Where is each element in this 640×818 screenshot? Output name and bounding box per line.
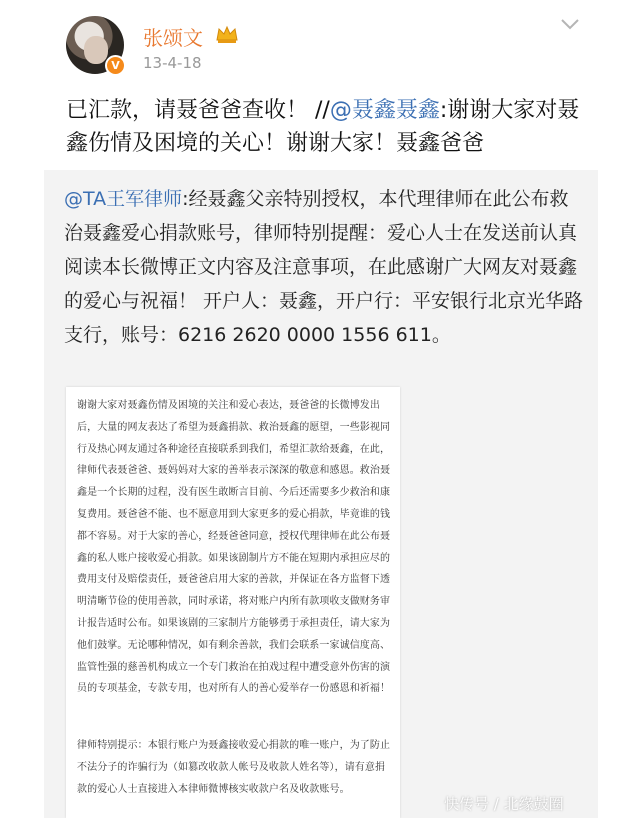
repost-body: :经聂鑫父亲特别授权，本代理律师在此公布救治聂鑫爱心捐款账号，律师特别提醒：爱心人士在发送前认真阅读本长微博正文内容及注意事项，在此感谢广大网友对聂鑫的爱心与祝福！ 开户人：聂鑫，开户行：平安银行北京光华路支行，账号：6216 2620 0000 1556 611。 bbox=[64, 188, 584, 346]
verified-badge-icon: V bbox=[105, 55, 126, 76]
post-header bbox=[0, 0, 640, 90]
crown-icon bbox=[215, 24, 239, 44]
chevron-down-icon[interactable] bbox=[560, 18, 580, 30]
repost-text bbox=[64, 182, 584, 352]
post-text-before: 已汇款，请聂爸爸查收！ // bbox=[66, 98, 330, 123]
avatar-face bbox=[84, 36, 108, 64]
post-text bbox=[66, 94, 596, 160]
long-weibo-image[interactable] bbox=[66, 387, 400, 818]
post-date: 13-4-18 bbox=[143, 54, 202, 72]
watermark: 快传号 / 北缘鼓圈 bbox=[444, 795, 564, 813]
repost-mention-link[interactable]: @TA王军律师 bbox=[64, 188, 183, 210]
mention-link[interactable]: @聂鑫聂鑫 bbox=[329, 98, 440, 123]
doc-paragraph-1: 谢谢大家对聂鑫伤情及困境的关注和爱心表达，聂爸爸的长微博发出后，大量的网友表达了希望为聂鑫捐款、救治聂鑫的愿望，一些影视同行及热心网友通过各种途径直接联系到我们，希望汇款给聂鑫，在此，律师代表聂爸爸、聂妈妈对大家的善举表示深深的敬意和感恩。救治聂鑫是一个长期的过程，没有医生敢断言目前、今后还需要多少救治和康复费用。聂爸爸不能、也不愿意用到大家更多的爱心捐款，毕竟谁的钱都不容易。对于大家的善心，经聂爸爸同意，授权代理律师在此公布聂鑫的私人账户接收爱心捐款。如果该剧制片方不能在短期内承担应尽的费用支付及赔偿责任，聂爸爸启用大家的善款，并保证在各方监督下透明清晰节俭的使用善款，同时承诺，将对账户内所有款项收支做财务审计报告适时公布。如果该剧的三家制片方能够勇于承担责任，请大家为他们鼓掌。无论哪种情况，如有剩余善款，我们会联系一家诚信度高、监管性强的慈善机构成立一个专门救治在拍戏过程中遭受意外伤害的演员的专项基金，专款专用，也对所有人的善心爱举存一份感恩和祈福！ bbox=[77, 400, 391, 695]
doc-paragraph-2: 律师特别提示：本银行账户为聂鑫接收爱心捐款的唯一账户，为了防止不法分子的诈骗行为（如篡改收款人帐号及收款人姓名等），请有意捐款的爱心人士直接进入本律师微博核实收款户名及收款账号。 bbox=[77, 740, 391, 795]
post-text-after: :谢谢大家对聂鑫伤情及困境的关心！谢谢大家！聂鑫爸爸 bbox=[66, 98, 580, 156]
username[interactable]: 张颂文 bbox=[143, 26, 203, 50]
repost-box bbox=[44, 170, 598, 818]
